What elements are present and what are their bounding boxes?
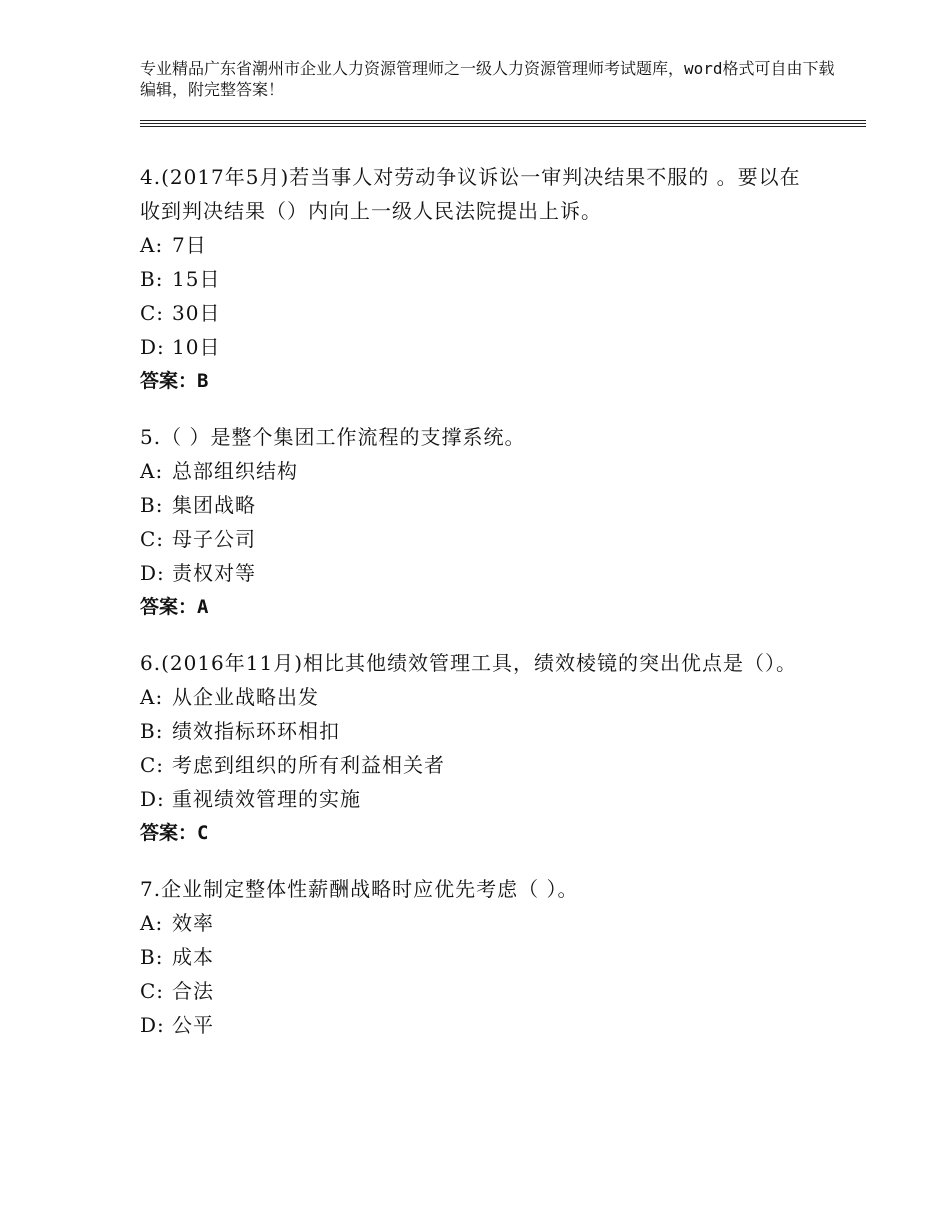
header-rule-mid — [140, 123, 866, 124]
option-text: 10日 — [172, 335, 221, 359]
option-key: C: — [140, 301, 165, 325]
question-7 — [140, 872, 820, 1042]
option-key: A: — [140, 685, 164, 709]
option-key: A: — [140, 911, 164, 935]
option-text: 考虑到组织的所有利益相关者 — [172, 753, 445, 777]
option-c — [140, 522, 820, 556]
option-key: B: — [140, 493, 164, 517]
option-text: 母子公司 — [172, 527, 256, 551]
option-text: 效率 — [172, 911, 214, 935]
option-d — [140, 330, 820, 364]
option-key: A: — [140, 233, 164, 257]
document-header: 专业精品广东省潮州市企业人力资源管理师之一级人力资源管理师考试题库，word格式可自由下载编辑，附完整答案！ — [140, 59, 835, 99]
option-c — [140, 748, 820, 782]
option-text: 总部组织结构 — [172, 459, 298, 483]
option-text: 15日 — [172, 267, 221, 291]
option-key: D: — [140, 561, 165, 585]
option-a — [140, 680, 820, 714]
option-b — [140, 714, 820, 748]
option-text: 合法 — [172, 979, 214, 1003]
question-stem: 7.企业制定整体性薪酬战略时应优先考虑（ ）。 — [140, 877, 579, 901]
question-4 — [140, 160, 820, 398]
option-key: D: — [140, 787, 165, 811]
answer-line: 答案：B — [140, 370, 209, 392]
option-c — [140, 974, 820, 1008]
option-key: C: — [140, 753, 165, 777]
option-key: C: — [140, 527, 165, 551]
option-a — [140, 454, 820, 488]
option-key: D: — [140, 1013, 165, 1037]
option-text: 绩效指标环环相扣 — [172, 719, 340, 743]
option-text: 7日 — [172, 233, 207, 257]
option-b — [140, 262, 820, 296]
option-d — [140, 1008, 820, 1042]
question-6 — [140, 646, 820, 850]
option-d — [140, 556, 820, 590]
option-b — [140, 940, 820, 974]
option-key: D: — [140, 335, 165, 359]
question-stem: 5.（ ）是整个集团工作流程的支撑系统。 — [140, 425, 526, 449]
option-text: 责权对等 — [172, 561, 256, 585]
option-key: B: — [140, 719, 164, 743]
question-stem: 4.(2017年5月)若当事人对劳动争议诉讼一审判决结果不服的 。要以在收到判决结果（）内向上一级人民法院提出上诉。 — [140, 165, 801, 223]
option-key: C: — [140, 979, 165, 1003]
option-text: 从企业战略出发 — [172, 685, 319, 709]
option-a — [140, 906, 820, 940]
option-text: 重视绩效管理的实施 — [172, 787, 361, 811]
option-a — [140, 228, 820, 262]
header-rule-top — [140, 120, 866, 121]
header-rule-bottom — [140, 126, 866, 127]
option-key: A: — [140, 459, 164, 483]
option-text: 公平 — [172, 1013, 214, 1037]
question-5 — [140, 420, 820, 624]
option-b — [140, 488, 820, 522]
answer-line: 答案：A — [140, 596, 209, 618]
question-list — [140, 160, 820, 1064]
answer-line: 答案：C — [140, 822, 209, 844]
question-stem: 6.(2016年11月)相比其他绩效管理工具，绩效棱镜的突出优点是（）。 — [140, 651, 798, 675]
option-d — [140, 782, 820, 816]
option-text: 成本 — [172, 945, 214, 969]
option-c — [140, 296, 820, 330]
option-key: B: — [140, 267, 164, 291]
option-text: 集团战略 — [172, 493, 256, 517]
option-text: 30日 — [172, 301, 221, 325]
option-key: B: — [140, 945, 164, 969]
